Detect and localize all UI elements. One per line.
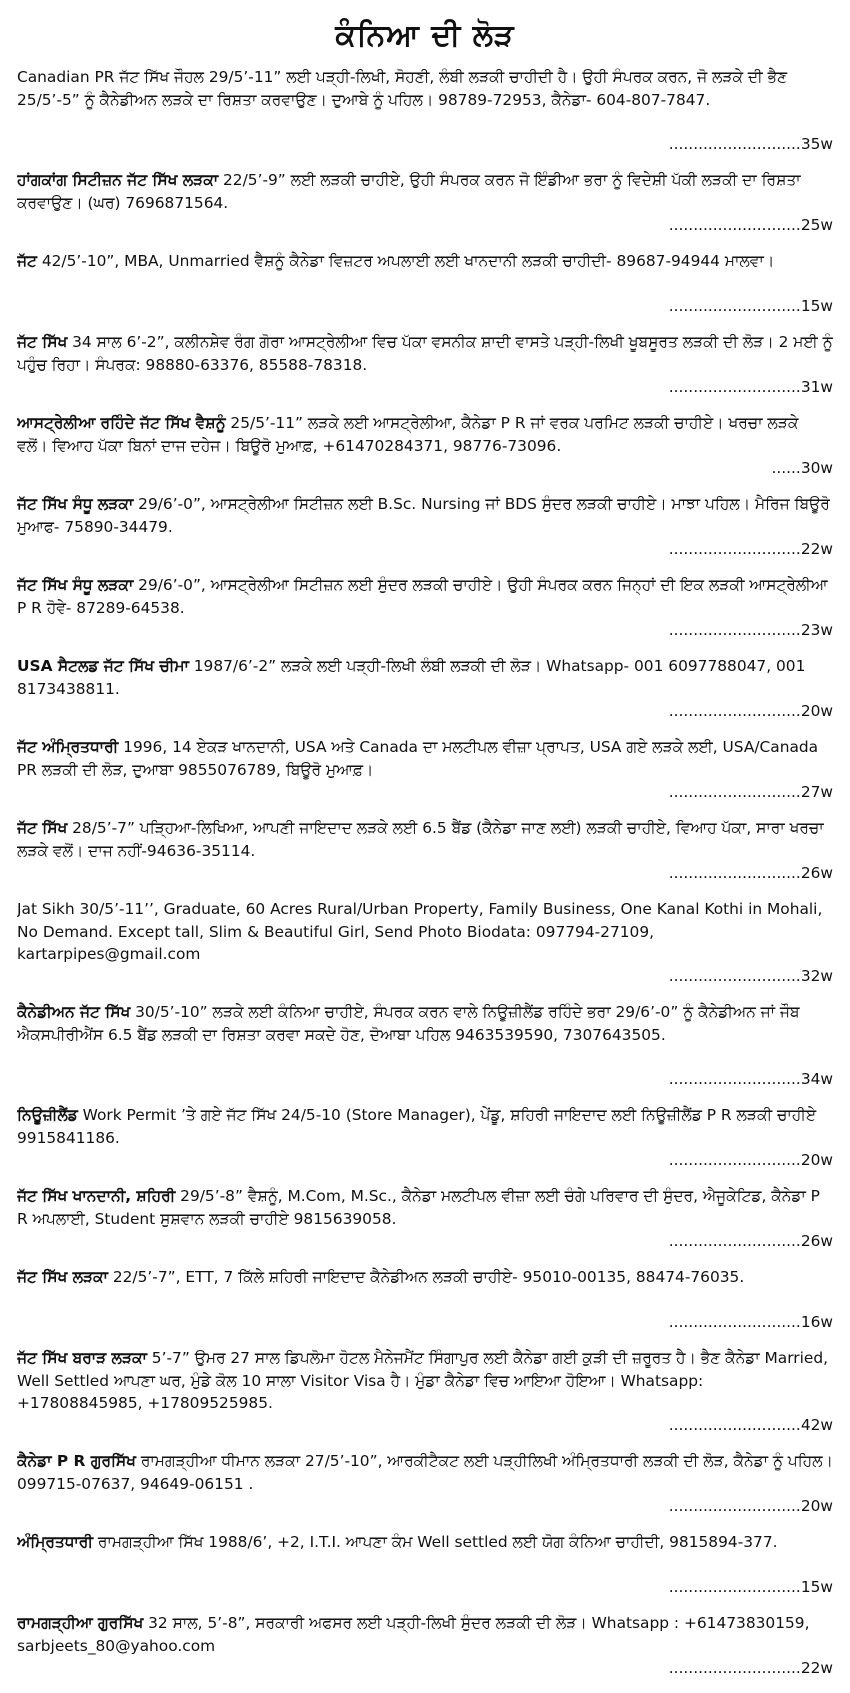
ad-price xyxy=(665,1068,833,1091)
classified-ad xyxy=(17,412,833,493)
classified-ad xyxy=(17,736,833,817)
ad-lead: ਜੱਟ ਸਿੱਖ ਸੰਧੂ ਲੜਕਾ xyxy=(17,495,134,513)
ad-price-value: 35w xyxy=(800,135,833,153)
ad-price-leader: ........................... xyxy=(668,783,801,801)
ad-price-leader: ........................... xyxy=(668,216,801,234)
ad-price xyxy=(665,619,833,642)
ad-price-value: 23w xyxy=(800,621,833,639)
ad-text: 32 ਸਾਲ, 5’-8”, ਸਰਕਾਰੀ ਅਫਸਰ ਲਈ ਪੜ੍ਹੀ-ਲਿਖੀ ਸੁੰਦਰ ਲੜਕੀ ਦੀ ਲੋੜ। Whatsapp : +61473830159, sarbjeets_80@yahoo.com xyxy=(17,1614,810,1655)
classified-ad xyxy=(17,1001,833,1104)
ad-price xyxy=(665,862,833,885)
ad-price-leader: ........................... xyxy=(668,540,801,558)
ad-price-leader: ........................... xyxy=(668,1070,801,1088)
ad-price-leader: ........................... xyxy=(668,1659,801,1677)
ad-price-value: 16w xyxy=(800,1313,833,1331)
ad-lead: USA ਸੈਟਲਡ ਜੱਟ ਸਿੱਖ ਚੀਮਾ xyxy=(17,657,189,675)
ad-body xyxy=(17,1266,833,1289)
ad-body xyxy=(17,1104,833,1149)
page-title: ਕੰਨਿਆ ਦੀ ਲੋੜ xyxy=(335,18,515,53)
ad-price-value: 27w xyxy=(800,783,833,801)
ad-price-leader: ........................... xyxy=(668,864,801,882)
classified-ad xyxy=(17,1185,833,1266)
ad-lead: ਜੱਟ ਸਿੱਖ xyxy=(17,819,68,837)
ad-price xyxy=(665,781,833,804)
ad-text: 29/6’-0”, ਆਸਟ੍ਰੇਲੀਆ ਸਿਟੀਜ਼ਨ ਲਈ B.Sc. Nursing ਜਾਂ BDS ਸੁੰਦਰ ਲੜਕੀ ਚਾਹੀਏ। ਮਾਝਾ ਪਹਿਲ। ਮੈਰਿਜ ਬਿਊਰੋ ਮੁਆਫ- 75890-34479. xyxy=(17,495,830,536)
ad-lead: ਆਸਟ੍ਰੇਲੀਆ ਰਹਿੰਦੇ ਜੱਟ ਸਿੱਖ ਵੈਸ਼ਨੂੰ xyxy=(17,414,226,432)
ad-lead: ਜੱਟ xyxy=(17,252,37,270)
classified-ad xyxy=(17,655,833,736)
ad-price xyxy=(665,1149,833,1172)
classified-ad xyxy=(17,1347,833,1450)
ad-price-leader: ........................... xyxy=(668,1497,801,1515)
classified-ad xyxy=(17,1266,833,1347)
ad-lead: ਜੱਟ ਅੰਮ੍ਰਿਤਧਾਰੀ xyxy=(17,738,119,756)
ad-body xyxy=(17,331,833,376)
classified-ad xyxy=(17,66,833,169)
classified-ad xyxy=(17,1612,833,1693)
ad-text: Canadian PR ਜੱਟ ਸਿੱਖ ਜੌਹਲ 29/5’-11” ਲਈ ਪੜ੍ਹੀ-ਲਿਖੀ, ਸੋਹਣੀ, ਲੰਬੀ ਲੜਕੀ ਚਾਹੀਦੀ ਹੈ। ਉਹੀ ਸੰਪਰਕ ਕਰਨ, ਜੋ ਲੜਕੇ ਦੀ ਭੈਣ 25/5’-5” ਨੂੰ ਕੈਨੇਡੀਅਨ ਲੜਕੇ ਦਾ ਰਿਸ਼ਤਾ ਕਰਵਾਉਣ। ਦੁਆਬੇ ਨੂੰ ਪਹਿਲ। 98789-72953, ਕੈਨੇਡਾ- 604-807-7847. xyxy=(17,68,788,109)
ad-text: 22/5’-7”, ETT, 7 ਕਿੱਲੇ ਸ਼ਹਿਰੀ ਜਾਇਦਾਦ ਕੈਨੇਡੀਅਨ ਲੜਕੀ ਚਾਹੀਏ- 95010-00135, 88474-76035. xyxy=(107,1268,745,1286)
ad-price-value: 34w xyxy=(800,1070,833,1088)
ad-lead: ਨਿਊਜ਼ੀਲੈਂਡ xyxy=(17,1106,78,1124)
ad-body xyxy=(17,1001,833,1046)
ad-price-leader: ........................... xyxy=(668,967,801,985)
ad-body xyxy=(17,1612,833,1657)
ad-lead: ਹਾਂਗਕਾਂਗ ਸਿਟੀਜ਼ਨ ਜੱਟ ਸਿੱਖ ਲੜਕਾ xyxy=(17,171,219,189)
ad-text: 29/6’-0”, ਆਸਟ੍ਰੇਲੀਆ ਸਿਟੀਜ਼ਨ ਲਈ ਸੁੰਦਰ ਲੜਕੀ ਚਾਹੀਏ। ਉਹੀ ਸੰਪਰਕ ਕਰਨ ਜਿਨ੍ਹਾਂ ਦੀ ਇਕ ਲੜਕੀ ਆਸਟ੍ਰੇਲੀਆ P R ਹੋਵੇ- 87289-64538. xyxy=(17,576,828,617)
ad-price xyxy=(665,1576,833,1599)
ad-text: 5’-7” ਉਮਰ 27 ਸਾਲ ਡਿਪਲੋਮਾ ਹੋਟਲ ਮੈਨੇਜਮੈਂਟ ਸਿੰਗਾਪੁਰ ਲਈ ਕੈਨੇਡਾ ਗਈ ਕੁੜੀ ਦੀ ਜ਼ਰੂਰਤ ਹੈ। ਭੈਣ ਕੈਨੇਡਾ Married, Well Settled ਆਪਣਾ ਘਰ, ਮੁੰਡੇ ਕੋਲ 10 ਸਾਲਾ Visitor Visa ਹੈ। ਮੁੰਡਾ ਕੈਨੇਡਾ ਵਿਚ ਆਇਆ ਹੋਇਆ। Whatsapp: +17808845985, +17809525985. xyxy=(17,1349,828,1412)
ad-price-leader: ........................... xyxy=(668,1151,801,1169)
ad-lead: ਜੱਟ ਸਿੱਖ xyxy=(17,333,68,351)
ad-price xyxy=(665,1414,833,1437)
ad-lead: ਜੱਟ ਸਿੱਖ ਸੰਧੂ ਲੜਕਾ xyxy=(17,576,134,594)
classified-ad xyxy=(17,493,833,574)
ad-price-leader: ........................... xyxy=(668,1416,801,1434)
ad-price xyxy=(665,295,833,318)
ad-price-value: 22w xyxy=(800,540,833,558)
ad-text: 34 ਸਾਲ 6’-2”, ਕਲੀਨਸ਼ੇਵ ਰੰਗ ਗੋਰਾ ਆਸਟ੍ਰੇਲੀਆ ਵਿਚ ਪੱਕਾ ਵਸਨੀਕ ਸ਼ਾਦੀ ਵਾਸਤੇ ਪੜ੍ਹੀ-ਲਿਖੀ ਖੂਬਸੂਰਤ ਲੜਕੀ ਦੀ ਲੋੜ। 2 ਮਈ ਨੂੰ ਪਹੁੰਚ ਰਿਹਾ। ਸੰਪਰਕ: 98880-63376, 85588-78318. xyxy=(17,333,833,374)
ad-price-value: 22w xyxy=(800,1659,833,1677)
ad-lead: ਕੈਨੇਡਾ P R ਗੁਰਸਿੱਖ xyxy=(17,1452,136,1470)
ad-price xyxy=(665,214,833,237)
ad-body xyxy=(17,655,833,700)
ad-body xyxy=(17,574,833,619)
ad-text: 30/5’-10” ਲੜਕੇ ਲਈ ਕੰਨਿਆ ਚਾਹੀਏ, ਸੰਪਰਕ ਕਰਨ ਵਾਲੇ ਨਿਊਜ਼ੀਲੈਂਡ ਰਹਿੰਦੇ ਭਰਾ 29/6’-0” ਨੂੰ ਕੈਨੇਡੀਅਨ ਜਾਂ ਜੌਬ ਐਕਸਪੀਰੀਐਂਸ 6.5 ਬੈਂਡ ਲੜਕੀ ਦਾ ਰਿਸ਼ਤਾ ਕਰਵਾ ਸਕਦੇ ਹੋਣ, ਦੋਆਬਾ ਪਹਿਲ 9463539590, 7307643505. xyxy=(17,1003,800,1044)
ad-lead: ਜੱਟ ਸਿੱਖ ਬਰਾੜ ਲੜਕਾ xyxy=(17,1349,147,1367)
ad-body xyxy=(17,412,833,457)
ad-body xyxy=(17,493,833,538)
ad-text: 25/5’-11” ਲੜਕੇ ਲਈ ਆਸਟ੍ਰੇਲੀਆ, ਕੈਨੇਡਾ P R ਜਾਂ ਵਰਕ ਪਰਮਿਟ ਲੜਕੀ ਚਾਹੀਏ। ਖਰਚਾ ਲੜਕੇ ਵਲੋਂ। ਵਿਆਹ ਪੱਕਾ ਬਿਨਾਂ ਦਾਜ ਦਹੇਜ। ਬਿਊਰੋ ਮੁਆਫ਼, +61470284371, 98776-73096. xyxy=(17,414,799,455)
ad-body xyxy=(17,898,833,966)
ad-text: 22/5’-9” ਲਈ ਲੜਕੀ ਚਾਹੀਏ, ਉਹੀ ਸੰਪਰਕ ਕਰਨ ਜੋ ਇੰਡੀਆ ਭਰਾ ਨੂੰ ਵਿਦੇਸ਼ੀ ਪੱਕੀ ਲੜਕੀ ਦਾ ਰਿਸ਼ਤਾ ਕਰਵਾਉਣ। (ਘਰ) 7696871564. xyxy=(17,171,801,212)
ad-price xyxy=(665,376,833,399)
ad-text: 29/5’-8” ਵੈਸ਼ਨੂੰ, M.Com, M.Sc., ਕੈਨੇਡਾ ਮਲਟੀਪਲ ਵੀਜ਼ਾ ਲਈ ਚੰਗੇ ਪਰਿਵਾਰ ਦੀ ਸੁੰਦਰ, ਐਜੂਕੇਟਿਡ, ਕੈਨੇਡਾ P R ਅਪਲਾਈ, Student ਸੁਸ਼ਵਾਨ ਲੜਕੀ ਚਾਹੀਏ 9815639058. xyxy=(17,1187,820,1228)
ad-price-leader: ........................... xyxy=(668,621,801,639)
classified-ad xyxy=(17,898,833,1001)
ad-price-leader: ........................... xyxy=(668,1578,801,1596)
ad-lead: ਕੈਨੇਡੀਅਨ ਜੱਟ ਸਿੱਖ xyxy=(17,1003,131,1021)
ad-text: 1987/6’-2” ਲੜਕੇ ਲਈ ਪੜ੍ਹੀ-ਲਿਖੀ ਲੰਬੀ ਲੜਕੀ ਦੀ ਲੋੜ। Whatsapp- 001 6097788047, 001 8173438811. xyxy=(17,657,806,698)
ad-price-value: 42w xyxy=(800,1416,833,1434)
ad-price xyxy=(665,538,833,561)
ad-price-value: 20w xyxy=(800,1151,833,1169)
ad-body xyxy=(17,1347,833,1415)
ad-body xyxy=(17,736,833,781)
ad-price xyxy=(665,965,833,988)
ad-price xyxy=(665,133,833,156)
ad-price-value: 26w xyxy=(800,1232,833,1250)
ad-price-value: 15w xyxy=(800,297,833,315)
ad-text: ਰਾਮਗੜ੍ਹੀਆ ਸਿੱਖ 1988/6’, +2, I.T.I. ਆਪਣਾ ਕੰਮ Well settled ਲਈ ਯੋਗ ਕੰਨਿਆ ਚਾਹੀਦੀ, 9815894-377. xyxy=(92,1533,778,1551)
classified-ad xyxy=(17,1450,833,1531)
ad-lead: ਜੱਟ ਸਿੱਖ ਲੜਕਾ xyxy=(17,1268,108,1286)
ad-price-leader: ........................... xyxy=(668,135,801,153)
ad-lead: ਰਾਮਗੜ੍ਹੀਆ ਗੁਰਸਿੱਖ xyxy=(17,1614,144,1632)
ad-price-leader: ........................... xyxy=(668,702,801,720)
ad-body xyxy=(17,250,833,273)
classified-ad xyxy=(17,1531,833,1612)
ad-price-value: 26w xyxy=(800,864,833,882)
ad-body xyxy=(17,1531,833,1554)
classified-ad xyxy=(17,1104,833,1185)
ad-text: ਰਾਮਗੜ੍ਹੀਆ ਧੀਮਾਨ ਲੜਕਾ 27/5’-10”, ਆਰਕੀਟੈਕਟ ਲਈ ਪੜ੍ਹੀਲਿਖੀ ਅੰਮ੍ਰਿਤਧਾਰੀ ਲੜਕੀ ਦੀ ਲੋੜ, ਕੈਨੇਡਾ ਨੂੰ ਪਹਿਲ। 099715-07637, 94649-06151 . xyxy=(17,1452,833,1493)
ad-price-value: 30w xyxy=(800,459,833,477)
ad-price-value: 31w xyxy=(800,378,833,396)
ad-price-value: 25w xyxy=(800,216,833,234)
ad-lead: ਅੰਮ੍ਰਿਤਧਾਰੀ xyxy=(17,1533,93,1551)
ad-price-value: 20w xyxy=(800,1497,833,1515)
ad-body xyxy=(17,66,833,111)
ad-text: 42/5’-10”, MBA, Unmarried ਵੈਸ਼ਨੂੰ ਕੈਨੇਡਾ ਵਿਜ਼ਟਰ ਅਪਲਾਈ ਲਈ ਖਾਨਦਾਨੀ ਲੜਕੀ ਚਾਹੀਦੀ- 89687-94944 ਮਾਲਵਾ। xyxy=(36,252,775,270)
ad-price-leader: ........................... xyxy=(668,378,801,396)
ad-price xyxy=(767,457,833,480)
ad-price xyxy=(665,1657,833,1680)
ad-text: Jat Sikh 30/5’-11’’, Graduate, 60 Acres Rural/Urban Property, Family Business, One Kanal Kothi in Mohali, No Demand. Except tall, Slim & Beautiful Girl, Send Photo Biodata: 097794-27109, kartarpipes@gmail.com xyxy=(17,900,823,963)
ad-price xyxy=(665,1495,833,1518)
ads-list xyxy=(17,66,833,1693)
ad-price xyxy=(665,700,833,723)
ad-text: 1996, 14 ਏਕੜ ਖਾਨਦਾਨੀ, USA ਅਤੇ Canada ਦਾ ਮਲਟੀਪਲ ਵੀਜ਼ਾ ਪ੍ਰਾਪਤ, USA ਗਏ ਲੜਕੇ ਲਈ, USA/Canada PR ਲੜਕੀ ਦੀ ਲੋੜ, ਦੁਆਬਾ 9855076789, ਬਿਊਰੋ ਮੁਆਫ਼। xyxy=(17,738,819,779)
classified-ad xyxy=(17,817,833,898)
ad-text: 28/5’-7” ਪੜ੍ਹਿਆ-ਲਿਖਿਆ, ਆਪਣੀ ਜਾਇਦਾਦ ਲੜਕੇ ਲਈ 6.5 ਬੈਂਡ (ਕੈਨੇਡਾ ਜਾਣ ਲਈ) ਲੜਕੀ ਚਾਹੀਏ, ਵਿਆਹ ਪੱਕਾ, ਸਾਰਾ ਖਰਚਾ ਲੜਕੇ ਵਲੋਂ। ਦਾਜ ਨਹੀਂ-94636-35114. xyxy=(17,819,824,860)
ad-price xyxy=(665,1311,833,1334)
classified-ad xyxy=(17,169,833,250)
ad-price-leader: ...... xyxy=(771,459,801,477)
ad-price xyxy=(665,1230,833,1253)
ad-body xyxy=(17,1450,833,1495)
ad-body xyxy=(17,817,833,862)
ad-price-value: 20w xyxy=(800,702,833,720)
classified-ad xyxy=(17,574,833,655)
classified-ad xyxy=(17,250,833,331)
ad-price-leader: ........................... xyxy=(668,1232,801,1250)
ad-lead: ਜੱਟ ਸਿੱਖ ਖਾਨਦਾਨੀ, ਸ਼ਹਿਰੀ xyxy=(17,1187,176,1205)
ad-text: Work Permit ’ਤੇ ਗਏ ਜੱਟ ਸਿੱਖ 24/5-10 (Store Manager), ਪੇਂਡੂ, ਸ਼ਹਿਰੀ ਜਾਇਦਾਦ ਲਈ ਨਿਊਜ਼ੀਲੈਂਡ P R ਲੜਕੀ ਚਾਹੀਏ 9915841186. xyxy=(17,1106,817,1147)
ad-price-leader: ........................... xyxy=(668,1313,801,1331)
ad-body xyxy=(17,1185,833,1230)
ad-price-value: 15w xyxy=(800,1578,833,1596)
ad-price-value: 32w xyxy=(800,967,833,985)
classified-ad xyxy=(17,331,833,412)
ad-price-leader: ........................... xyxy=(668,297,801,315)
ad-body xyxy=(17,169,833,214)
